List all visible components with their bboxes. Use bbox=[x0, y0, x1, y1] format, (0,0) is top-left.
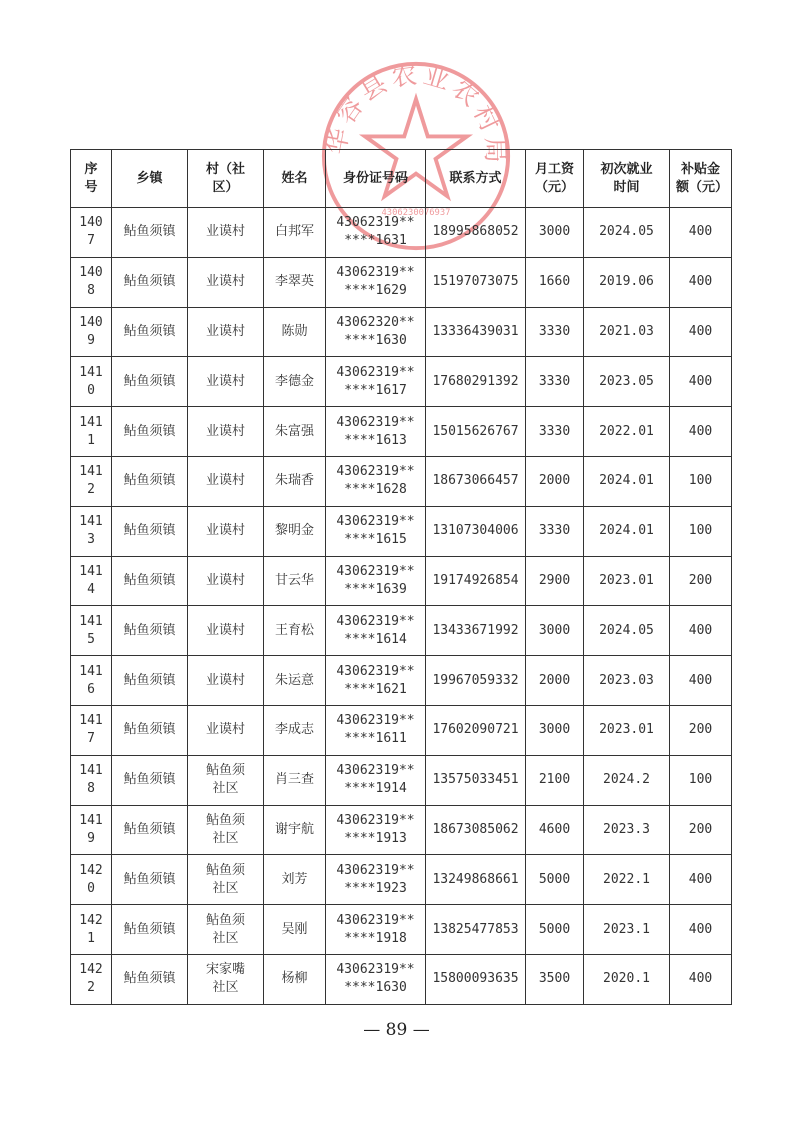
cell-seq: 1418 bbox=[71, 755, 112, 805]
cell-phone: 13825477853 bbox=[426, 905, 526, 955]
cell-name: 李德金 bbox=[264, 357, 326, 407]
cell-first-employment: 2021.03 bbox=[584, 307, 670, 357]
header-seq: 序号 bbox=[71, 150, 112, 208]
cell-id: 43062319******1615 bbox=[326, 506, 426, 556]
cell-salary: 3000 bbox=[526, 705, 584, 755]
cell-id: 43062319******1639 bbox=[326, 556, 426, 606]
cell-town: 鲇鱼须镇 bbox=[112, 407, 188, 457]
cell-name: 吴刚 bbox=[264, 905, 326, 955]
cell-first-employment: 2024.05 bbox=[584, 606, 670, 656]
table-row bbox=[71, 357, 732, 407]
cell-first-employment: 2022.1 bbox=[584, 855, 670, 905]
cell-subsidy: 100 bbox=[670, 456, 732, 506]
cell-name: 肖三查 bbox=[264, 755, 326, 805]
cell-id: 43062319******1631 bbox=[326, 208, 426, 258]
cell-town: 鲇鱼须镇 bbox=[112, 606, 188, 656]
cell-id: 43062319******1628 bbox=[326, 456, 426, 506]
cell-subsidy: 400 bbox=[670, 855, 732, 905]
cell-town: 鲇鱼须镇 bbox=[112, 456, 188, 506]
cell-salary: 2100 bbox=[526, 755, 584, 805]
employment-subsidy-table bbox=[70, 149, 732, 1005]
table-row bbox=[71, 556, 732, 606]
cell-id: 43062319******1918 bbox=[326, 905, 426, 955]
cell-name: 谢宇航 bbox=[264, 805, 326, 855]
cell-first-employment: 2024.05 bbox=[584, 208, 670, 258]
cell-village: 业谟村 bbox=[188, 307, 264, 357]
cell-salary: 2900 bbox=[526, 556, 584, 606]
cell-village: 鲇鱼须社区 bbox=[188, 905, 264, 955]
cell-seq: 1410 bbox=[71, 357, 112, 407]
cell-first-employment: 2023.03 bbox=[584, 656, 670, 706]
table-header-row bbox=[71, 150, 732, 208]
cell-phone: 18673066457 bbox=[426, 456, 526, 506]
cell-id: 43062319******1914 bbox=[326, 755, 426, 805]
cell-village: 业谟村 bbox=[188, 606, 264, 656]
cell-id: 43062319******1617 bbox=[326, 357, 426, 407]
cell-village: 业谟村 bbox=[188, 656, 264, 706]
cell-seq: 1412 bbox=[71, 456, 112, 506]
table-row bbox=[71, 805, 732, 855]
header-village: 村（社区） bbox=[188, 150, 264, 208]
cell-id: 43062319******1611 bbox=[326, 705, 426, 755]
cell-subsidy: 400 bbox=[670, 905, 732, 955]
page-number: — 89 — bbox=[363, 1020, 430, 1040]
svg-text:4306230076937: 4306230076937 bbox=[381, 207, 451, 218]
cell-seq: 1414 bbox=[71, 556, 112, 606]
cell-first-employment: 2022.01 bbox=[584, 407, 670, 457]
cell-salary: 1660 bbox=[526, 257, 584, 307]
cell-village: 业谟村 bbox=[188, 456, 264, 506]
table-row bbox=[71, 954, 732, 1004]
cell-seq: 1419 bbox=[71, 805, 112, 855]
cell-village: 业谟村 bbox=[188, 257, 264, 307]
cell-town: 鲇鱼须镇 bbox=[112, 357, 188, 407]
cell-town: 鲇鱼须镇 bbox=[112, 855, 188, 905]
cell-salary: 4600 bbox=[526, 805, 584, 855]
header-salary: 月工资（元） bbox=[526, 150, 584, 208]
cell-town: 鲇鱼须镇 bbox=[112, 954, 188, 1004]
table-row bbox=[71, 208, 732, 258]
table-row bbox=[71, 307, 732, 357]
cell-first-employment: 2020.1 bbox=[584, 954, 670, 1004]
header-first-employment: 初次就业时间 bbox=[584, 150, 670, 208]
cell-subsidy: 200 bbox=[670, 556, 732, 606]
cell-seq: 1420 bbox=[71, 855, 112, 905]
cell-id: 43062319******1614 bbox=[326, 606, 426, 656]
cell-id: 43062319******1621 bbox=[326, 656, 426, 706]
cell-seq: 1413 bbox=[71, 506, 112, 556]
cell-first-employment: 2024.01 bbox=[584, 506, 670, 556]
cell-seq: 1409 bbox=[71, 307, 112, 357]
cell-phone: 13575033451 bbox=[426, 755, 526, 805]
cell-id: 43062319******1613 bbox=[326, 407, 426, 457]
cell-name: 甘云华 bbox=[264, 556, 326, 606]
cell-village: 业谟村 bbox=[188, 506, 264, 556]
table-row bbox=[71, 705, 732, 755]
cell-phone: 18995868052 bbox=[426, 208, 526, 258]
cell-name: 黎明金 bbox=[264, 506, 326, 556]
cell-phone: 15800093635 bbox=[426, 954, 526, 1004]
cell-id: 43062319******1923 bbox=[326, 855, 426, 905]
table-row bbox=[71, 506, 732, 556]
cell-name: 朱富强 bbox=[264, 407, 326, 457]
cell-salary: 3000 bbox=[526, 606, 584, 656]
cell-subsidy: 200 bbox=[670, 705, 732, 755]
cell-seq: 1408 bbox=[71, 257, 112, 307]
cell-subsidy: 400 bbox=[670, 208, 732, 258]
table-row bbox=[71, 905, 732, 955]
cell-seq: 1421 bbox=[71, 905, 112, 955]
table-row bbox=[71, 855, 732, 905]
cell-town: 鲇鱼须镇 bbox=[112, 506, 188, 556]
cell-subsidy: 400 bbox=[670, 257, 732, 307]
cell-salary: 2000 bbox=[526, 656, 584, 706]
header-phone: 联系方式 bbox=[426, 150, 526, 208]
header-name: 姓名 bbox=[264, 150, 326, 208]
cell-town: 鲇鱼须镇 bbox=[112, 656, 188, 706]
cell-subsidy: 400 bbox=[670, 656, 732, 706]
table-row bbox=[71, 606, 732, 656]
cell-salary: 3330 bbox=[526, 506, 584, 556]
cell-phone: 13107304006 bbox=[426, 506, 526, 556]
cell-village: 业谟村 bbox=[188, 208, 264, 258]
cell-phone: 15197073075 bbox=[426, 257, 526, 307]
table-row bbox=[71, 257, 732, 307]
cell-village: 业谟村 bbox=[188, 556, 264, 606]
cell-seq: 1417 bbox=[71, 705, 112, 755]
cell-village: 鲇鱼须社区 bbox=[188, 805, 264, 855]
cell-phone: 13249868661 bbox=[426, 855, 526, 905]
header-subsidy: 补贴金额（元） bbox=[670, 150, 732, 208]
cell-first-employment: 2023.01 bbox=[584, 705, 670, 755]
cell-seq: 1411 bbox=[71, 407, 112, 457]
cell-seq: 1416 bbox=[71, 656, 112, 706]
cell-salary: 5000 bbox=[526, 905, 584, 955]
cell-subsidy: 100 bbox=[670, 755, 732, 805]
cell-subsidy: 400 bbox=[670, 357, 732, 407]
cell-town: 鲇鱼须镇 bbox=[112, 805, 188, 855]
cell-phone: 15015626767 bbox=[426, 407, 526, 457]
cell-name: 李成志 bbox=[264, 705, 326, 755]
cell-first-employment: 2024.01 bbox=[584, 456, 670, 506]
cell-town: 鲇鱼须镇 bbox=[112, 905, 188, 955]
table-row bbox=[71, 755, 732, 805]
cell-name: 朱运意 bbox=[264, 656, 326, 706]
cell-id: 43062320******1630 bbox=[326, 307, 426, 357]
cell-phone: 13336439031 bbox=[426, 307, 526, 357]
cell-town: 鲇鱼须镇 bbox=[112, 257, 188, 307]
cell-seq: 1415 bbox=[71, 606, 112, 656]
cell-town: 鲇鱼须镇 bbox=[112, 755, 188, 805]
cell-seq: 1422 bbox=[71, 954, 112, 1004]
cell-phone: 13433671992 bbox=[426, 606, 526, 656]
cell-subsidy: 200 bbox=[670, 805, 732, 855]
cell-id: 43062319******1913 bbox=[326, 805, 426, 855]
cell-salary: 3000 bbox=[526, 208, 584, 258]
cell-town: 鲇鱼须镇 bbox=[112, 556, 188, 606]
cell-name: 白邦军 bbox=[264, 208, 326, 258]
cell-village: 鲇鱼须社区 bbox=[188, 855, 264, 905]
svg-text:华容县农业农村局: 华容县农业农村局 bbox=[321, 59, 510, 168]
cell-id: 43062319******1630 bbox=[326, 954, 426, 1004]
cell-name: 朱瑞香 bbox=[264, 456, 326, 506]
cell-name: 李翠英 bbox=[264, 257, 326, 307]
cell-salary: 5000 bbox=[526, 855, 584, 905]
cell-salary: 3330 bbox=[526, 307, 584, 357]
header-town: 乡镇 bbox=[112, 150, 188, 208]
table-row bbox=[71, 656, 732, 706]
cell-village: 宋家嘴社区 bbox=[188, 954, 264, 1004]
cell-first-employment: 2023.01 bbox=[584, 556, 670, 606]
cell-phone: 19174926854 bbox=[426, 556, 526, 606]
cell-first-employment: 2024.2 bbox=[584, 755, 670, 805]
cell-village: 业谟村 bbox=[188, 357, 264, 407]
cell-village: 业谟村 bbox=[188, 705, 264, 755]
cell-salary: 3330 bbox=[526, 357, 584, 407]
cell-village: 鲇鱼须社区 bbox=[188, 755, 264, 805]
cell-town: 鲇鱼须镇 bbox=[112, 208, 188, 258]
cell-village: 业谟村 bbox=[188, 407, 264, 457]
table-row bbox=[71, 456, 732, 506]
cell-subsidy: 400 bbox=[670, 954, 732, 1004]
cell-subsidy: 400 bbox=[670, 307, 732, 357]
cell-salary: 3500 bbox=[526, 954, 584, 1004]
cell-first-employment: 2019.06 bbox=[584, 257, 670, 307]
cell-first-employment: 2023.3 bbox=[584, 805, 670, 855]
cell-name: 陈勋 bbox=[264, 307, 326, 357]
cell-phone: 18673085062 bbox=[426, 805, 526, 855]
cell-phone: 17680291392 bbox=[426, 357, 526, 407]
cell-subsidy: 400 bbox=[670, 407, 732, 457]
cell-town: 鲇鱼须镇 bbox=[112, 705, 188, 755]
cell-name: 杨柳 bbox=[264, 954, 326, 1004]
cell-name: 刘芳 bbox=[264, 855, 326, 905]
cell-first-employment: 2023.1 bbox=[584, 905, 670, 955]
cell-subsidy: 100 bbox=[670, 506, 732, 556]
cell-name: 王育松 bbox=[264, 606, 326, 656]
cell-first-employment: 2023.05 bbox=[584, 357, 670, 407]
cell-phone: 17602090721 bbox=[426, 705, 526, 755]
cell-salary: 2000 bbox=[526, 456, 584, 506]
header-id: 身份证号码 bbox=[326, 150, 426, 208]
table-row bbox=[71, 407, 732, 457]
cell-salary: 3330 bbox=[526, 407, 584, 457]
cell-subsidy: 400 bbox=[670, 606, 732, 656]
cell-phone: 19967059332 bbox=[426, 656, 526, 706]
cell-town: 鲇鱼须镇 bbox=[112, 307, 188, 357]
cell-seq: 1407 bbox=[71, 208, 112, 258]
cell-id: 43062319******1629 bbox=[326, 257, 426, 307]
